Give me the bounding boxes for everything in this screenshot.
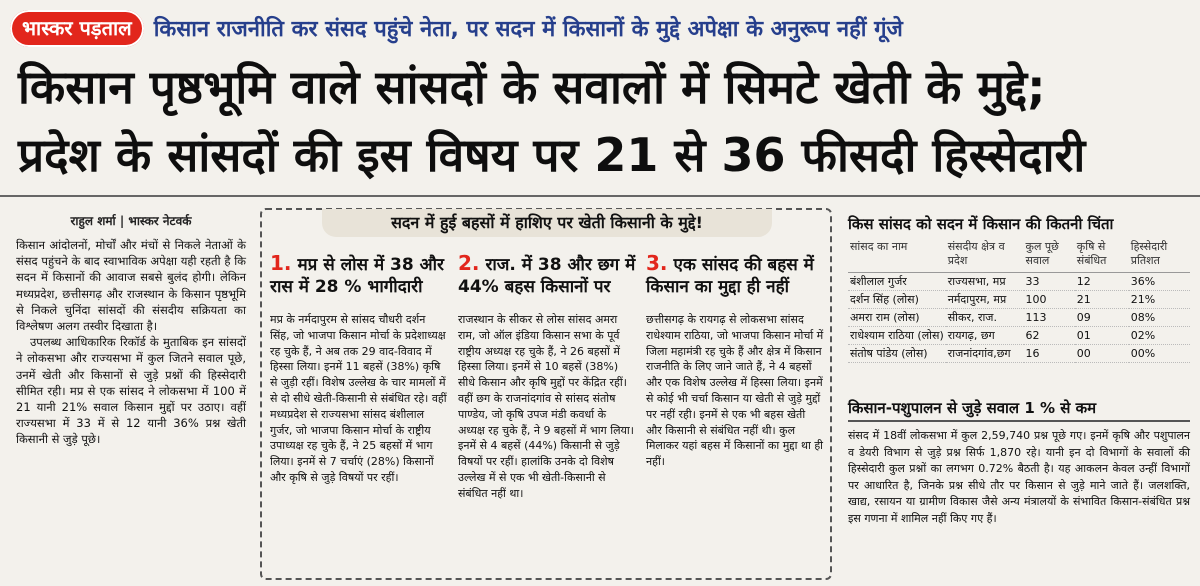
table-cell: 00%: [1129, 345, 1190, 363]
table-cell: 36%: [1129, 273, 1190, 291]
sub-story-number: 2.: [458, 251, 480, 275]
table-title: किस सांसद को सदन में किसान की कितनी चिंता: [848, 215, 1114, 233]
middle-box: [260, 208, 832, 580]
sub-story-heading: राज. में 38 और छग में 44% बहस किसानों पर: [458, 255, 636, 297]
table-cell: 21: [1075, 291, 1129, 309]
table-cell: 16: [1024, 345, 1075, 363]
headline-divider: [0, 195, 1200, 197]
table-cell: राज्यसभा, मप्र: [946, 273, 1024, 291]
table-cell: 21%: [1129, 291, 1190, 309]
table-header-row: [848, 238, 1190, 273]
table-header-cell: कुल पूछे सवाल: [1024, 238, 1075, 273]
sidebar-story-body: [848, 428, 1190, 527]
kicker-text: किसान राजनीति कर संसद पहुंचे नेता, पर सदन में किसानों के मुद्दे अपेक्षा के अनुरूप नहीं गूंजे: [153, 17, 903, 42]
sub-story-title: [270, 252, 448, 302]
brand-badge: भास्कर पड़ताल: [10, 10, 144, 47]
headline-line-2: प्रदेश के सांसदों की इस विषय पर 21 से 36 फीसदी हिस्सेदारी: [18, 128, 1086, 182]
table-cell: 113: [1024, 309, 1075, 327]
sub-story-heading: एक सांसद की बहस में किसान का मुद्दा ही नहीं: [646, 255, 814, 297]
table-header-cell: हिस्सेदारी प्रतिशत: [1129, 238, 1190, 273]
table-row: [848, 273, 1190, 291]
table-cell: 01: [1075, 327, 1129, 345]
table-cell: 08%: [1129, 309, 1190, 327]
middle-box-header: सदन में हुई बहसों में हाशिए पर खेती किसानी के मुद्दे!: [322, 209, 772, 237]
table-cell: सीकर, राज.: [946, 309, 1024, 327]
sub-story-heading: मप्र से लोस में 38 और रास में 28 % भागीदारी: [270, 255, 444, 297]
kicker-bar: [10, 6, 1190, 50]
table-cell: 00: [1075, 345, 1129, 363]
sidebar-story-title: किसान-पशुपालन से जुड़े सवाल 1 % से कम: [848, 399, 1097, 417]
table-cell: 62: [1024, 327, 1075, 345]
sub-story-body: राजस्थान के सीकर से लोस सांसद अमरा राम, जो ऑल इंडिया किसान सभा के पूर्व राष्ट्रीय अध्यक्ष रह चुके हैं, ने 26 बहसों में हिस्सा लिया। इनमें से 10 बहसें (38%) सीधे किसान और कृषि मुद्दों पर केंद्रित रहीं। वहीं छग के राजनांदगांव से सांसद संतोष पाण्डेय, जो कृषि उपज मंडी कवर्धा के अध्यक्ष रह चुके हैं, ने 9 बहसों में भाग लिया। इनमें से 4 बहसें (44%) किसानी से जुड़े विषयों पर रहीं। हालांकि उनके दो विशेष उल्लेख में से एक भी खेती-किसानी से संबंधित नहीं था।: [458, 313, 634, 500]
left-body: [16, 237, 246, 448]
mp-question-table: [848, 238, 1190, 363]
table-cell: 12: [1075, 273, 1129, 291]
sub-story-number: 1.: [270, 251, 292, 275]
table-cell: राजनांदगांव,छग: [946, 345, 1024, 363]
table-row: [848, 345, 1190, 363]
table-header-cell: सांसद का नाम: [848, 238, 946, 273]
headline-line-1: किसान पृष्ठभूमि वाले सांसदों के सवालों में सिमटे खेती के मुद्दे;: [18, 60, 1046, 114]
sub-story-title: [458, 252, 636, 302]
byline: राहुल शर्मा | भास्कर नेटवर्क: [70, 214, 192, 228]
sub-story-2: [458, 252, 636, 502]
table-cell: 02%: [1129, 327, 1190, 345]
table-cell: अमरा राम (लोस): [848, 309, 946, 327]
table-cell: राधेश्याम राठिया (लोस): [848, 327, 946, 345]
sub-story-1: [270, 252, 448, 486]
sub-story-3: [646, 252, 824, 470]
table-header-cell: कृषि से संबंधित: [1075, 238, 1129, 273]
table-row: [848, 327, 1190, 345]
sidebar-story-divider: [848, 420, 1190, 422]
table-row: [848, 309, 1190, 327]
table-cell: नर्मदापुरम, मप्र: [946, 291, 1024, 309]
sub-story-body: छत्तीसगढ़ के रायगढ़ से लोकसभा सांसद राधेश्याम राठिया, जो भाजपा किसान मोर्चा में जिला महामंत्री रह चुके हैं और क्षेत्र में किसान राजनीति के लिए जाने जाते हैं, ने 4 बहसों और एक विशेष उल्लेख में हिस्सा लिया। इनमें से कोई भी चर्चा किसान या खेती से जुड़े मुद्दों पर नहीं रही। इनमें से एक भी बहस खेती और किसानी से संबंधित नहीं थी। कुल मिलाकर यहां बहस में किसानों का मुद्दा था ही नहीं।: [646, 313, 824, 469]
sub-story-title: [646, 252, 824, 302]
table-cell: दर्शन सिंह (लोस): [848, 291, 946, 309]
sidebar-story-paragraph: संसद में 18वीं लोकसभा में कुल 2,59,740 प्रश्न पूछे गए। इनमें कृषि और पशुपालन व डेयरी विभाग से जुड़े प्रश्न सिर्फ 1,870 रहे। यानी इन दो विभागों के सवालों की हिस्सेदारी कुल प्रश्नों का लगभग 0.72% बैठती है। यह आकलन केवल उन्हीं विभागों पर आधारित है, जिनके प्रश्न सीधे तौर पर किसान से जुड़े माने जाते हैं। जलशक्ति, खाद्य, रसायन या ग्रामीण विकास जैसे अन्य मंत्रालयों के संभावित किसान-संबंधित प्रश्न इस गणना में शामिल नहीं किए गए हैं।: [848, 429, 1190, 525]
table-cell: 09: [1075, 309, 1129, 327]
table-cell: 33: [1024, 273, 1075, 291]
table-cell: रायगढ़, छग: [946, 327, 1024, 345]
left-column: [16, 206, 246, 578]
table-cell: संतोष पांडेय (लोस): [848, 345, 946, 363]
table-header-cell: संसदीय क्षेत्र व प्रदेश: [946, 238, 1024, 273]
table-cell: बंशीलाल गुर्जर: [848, 273, 946, 291]
sub-story-body: मप्र के नर्मदापुरम से सांसद चौधरी दर्शन सिंह, जो भाजपा किसान मोर्चा के प्रदेशाध्यक्ष रह चुके हैं, ने अब तक 29 वाद-विवाद में हिस्सा लिया। इनमें 11 बहसें (38%) कृषि से जुड़ी रहीं। विशेष उल्लेख के चार मामलों में से दो सीधे खेती-किसानी से संबंधित रहे। वहीं मध्यप्रदेश से राज्यसभा सांसद बंशीलाल गुर्जर, जो भाजपा किसान मोर्चा के राष्ट्रीय उपाध्यक्ष रह चुके हैं, ने 25 बहसों में भाग लिया। इनमें से 7 चर्चाएं (28%) किसानों और कृषि से जुड़े विषयों पर रहीं।: [270, 313, 447, 484]
left-paragraph-1: किसान आंदोलनों, मोर्चों और मंचों से निकले नेताओं के संसद पहुंचने के बाद स्वाभाविक अपेक्षा यही रहती है कि सदन में किसानों की आवाज सबसे बुलंद होगी। लेकिन मध्यप्रदेश, छत्तीसगढ़ और राजस्थान के किसान पृष्ठभूमि से निकले चुनिंदा सांसदों की संसदीय सक्रियता का विश्लेषण अलग तस्वीर दिखाता है।: [16, 238, 246, 334]
table-row: [848, 291, 1190, 309]
left-paragraph-2: उपलब्ध आधिकारिक रिकॉर्ड के मुताबिक इन सांसदों ने लोकसभा और राज्यसभा में कुल जितने सवाल पूछे, उनमें खेती और किसानों से जुड़े प्रश्नों की हिस्सेदारी सीमित रही। मप्र से एक सांसद ने लोकसभा में 100 में 21 यानी 21% सवाल किसान मुद्दों पर उठाए। वहीं राज्यसभा में 33 में से 12 यानी 36% प्रश्न खेती किसानी से जुड़े पूछे।: [16, 335, 246, 447]
table-cell: 100: [1024, 291, 1075, 309]
sub-story-number: 3.: [646, 251, 668, 275]
